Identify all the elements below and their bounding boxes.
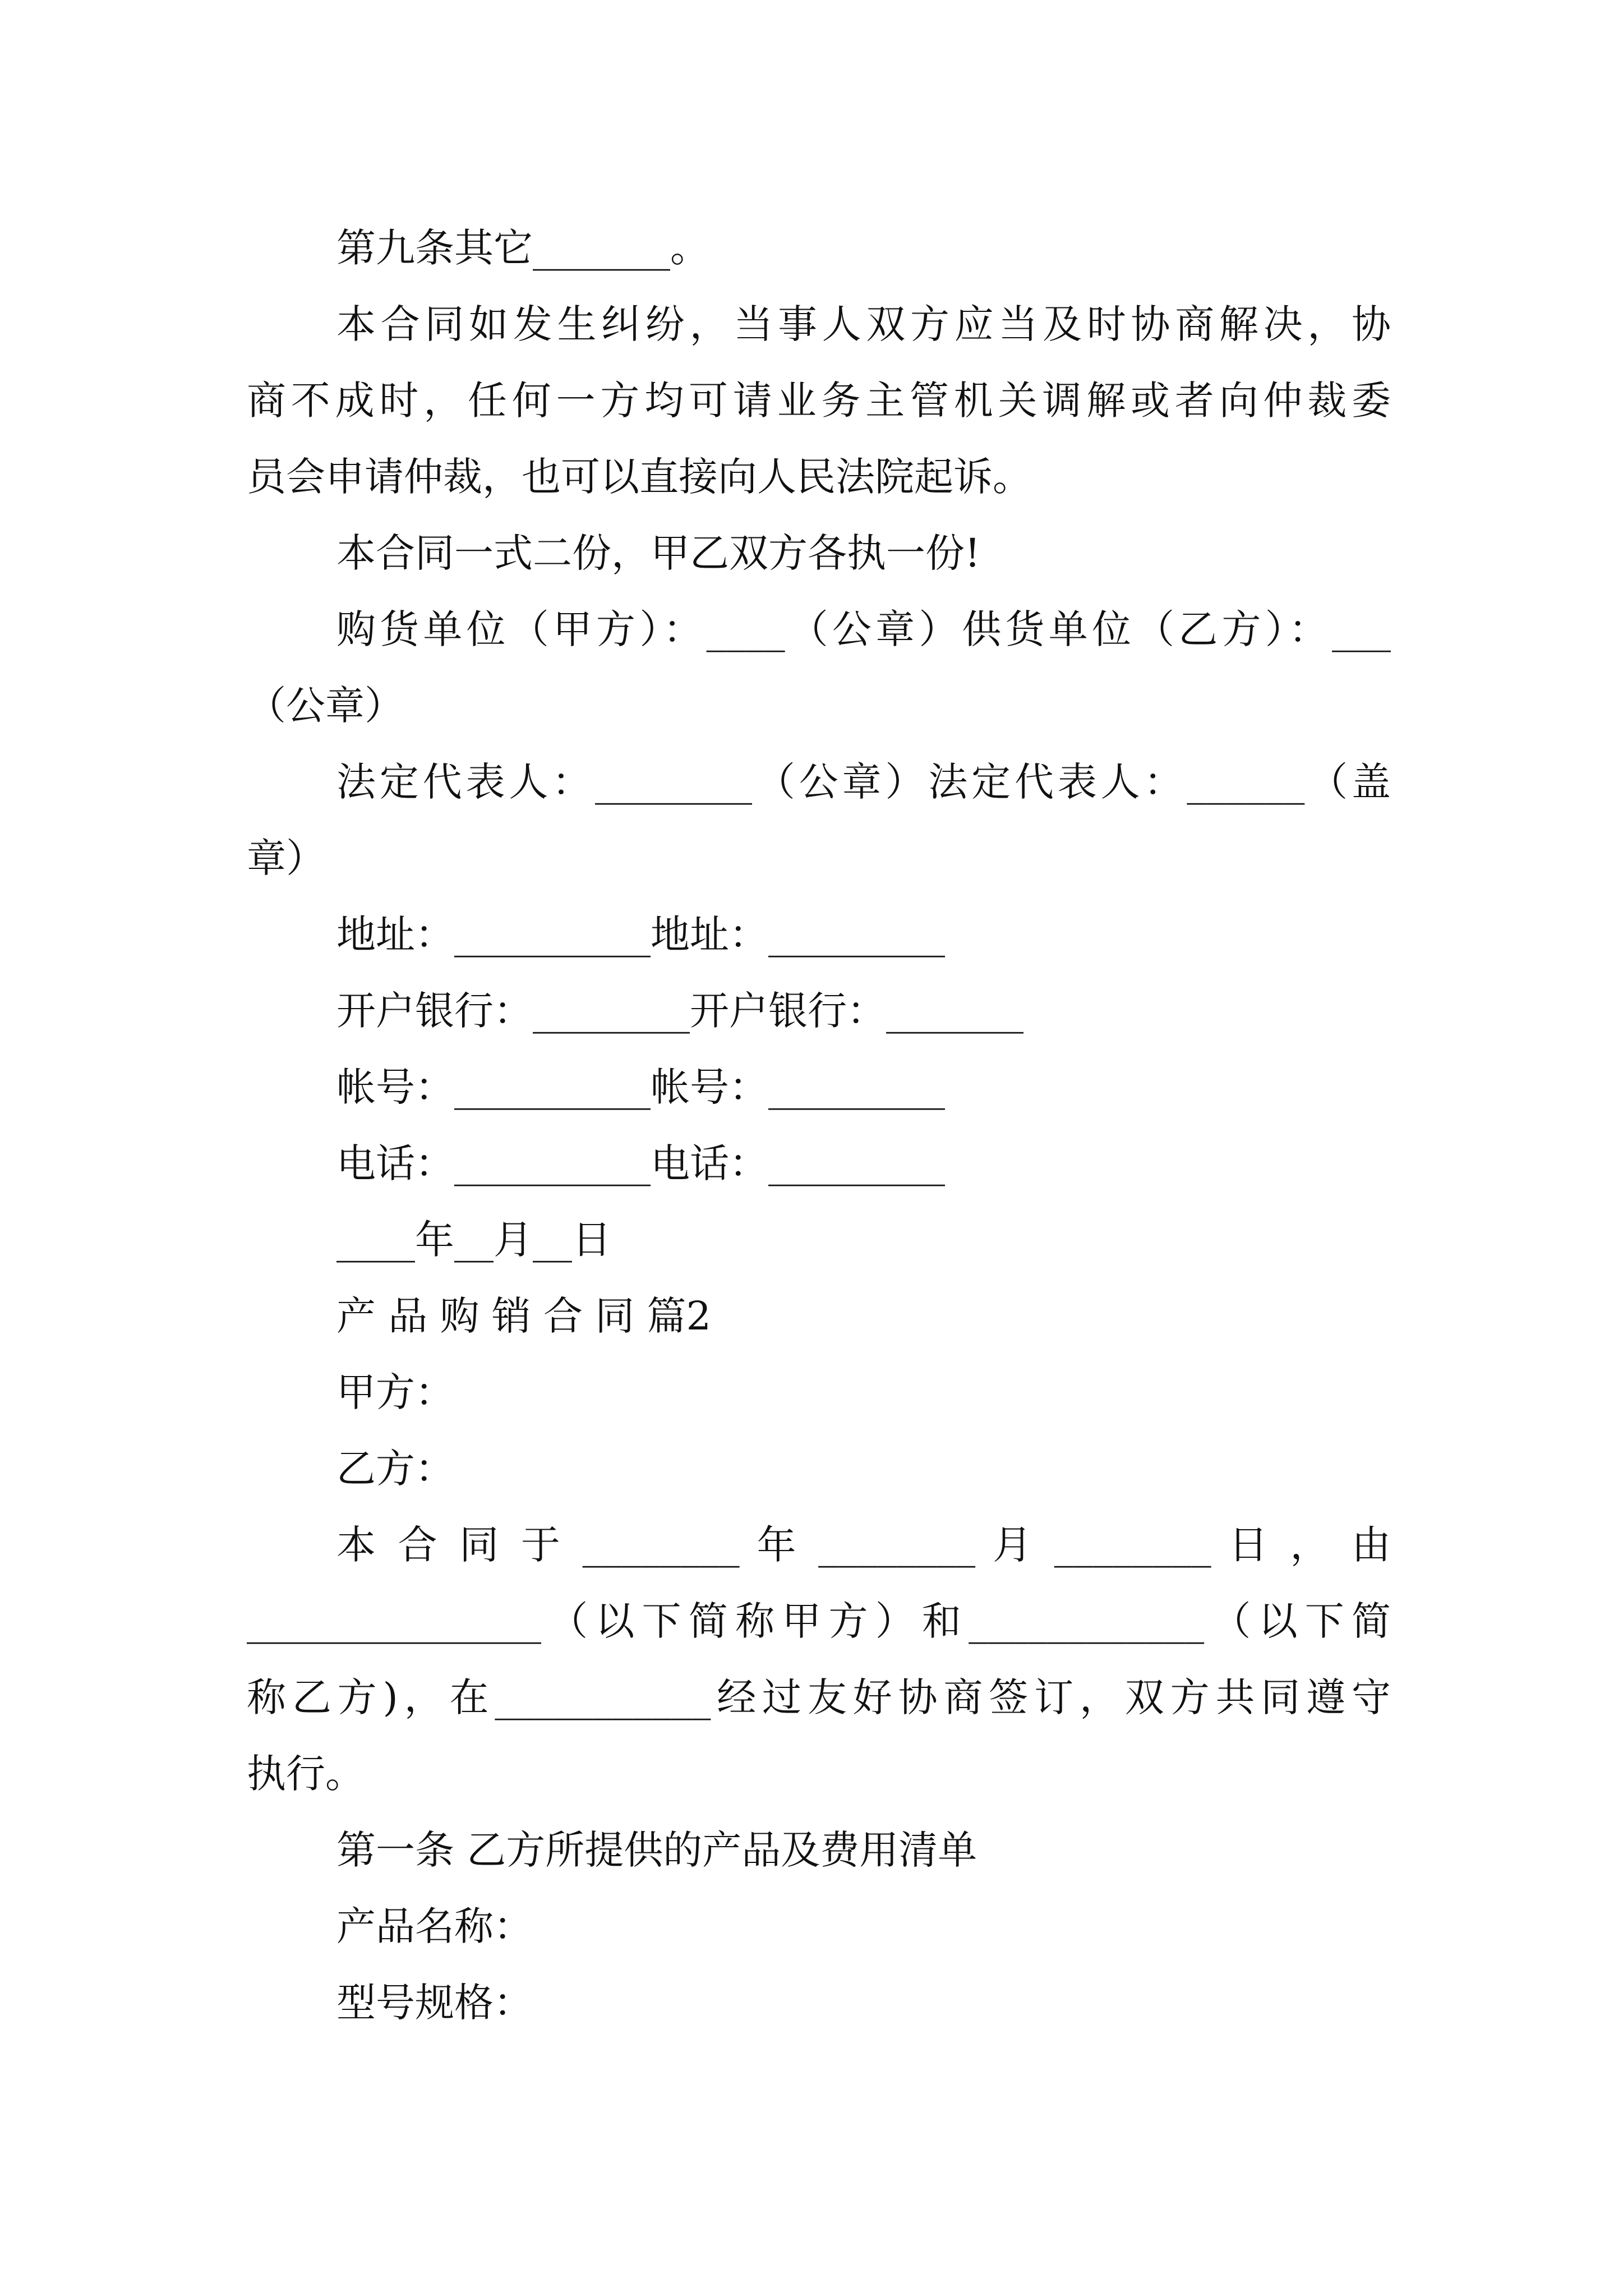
buyer-supplier-units: 购货单位（甲方）：____（公章）供货单位（乙方）：___: [336, 606, 1391, 652]
supplier-seal: （公章）: [247, 683, 404, 729]
contract-signing-line-2: _______________（以下简称甲方）和____________（以下简: [247, 1598, 1391, 1644]
legal-representatives: 法定代表人：________（公章）法定代表人：______（盖: [336, 759, 1391, 805]
clause-nine-other: 第九条其它_______。: [336, 225, 709, 271]
contract-signing-line-4: 执行。: [247, 1751, 365, 1797]
address-row: 地址：__________地址：_________: [336, 912, 945, 958]
bank-row: 开户银行：________开户银行：_______: [336, 988, 1023, 1034]
copies-clause: 本合同一式二份，甲乙双方各执一份!: [336, 530, 981, 576]
account-row: 帐号：__________帐号：_________: [336, 1064, 945, 1110]
contract-two-title: 产 品 购 销 合 同 篇2: [336, 1293, 712, 1339]
party-a: 甲方：: [336, 1369, 454, 1415]
legal-representative-seal: 章）: [247, 835, 325, 881]
model-spec-field: 型号规格：: [336, 1980, 533, 2026]
dispute-paragraph-line-2: 商不成时，任何一方均可请业务主管机关调解或者向仲裁委: [247, 378, 1391, 424]
product-name-field: 产品名称：: [336, 1903, 533, 1949]
contract-signing-line-3: 称乙方)，在___________经过友好协商签订，双方共同遵守: [247, 1674, 1391, 1720]
dispute-paragraph-line-3: 员会申请仲裁，也可以直接向人民法院起诉。: [247, 454, 1032, 500]
party-b: 乙方：: [336, 1446, 454, 1492]
phone-row: 电话：__________电话：_________: [336, 1140, 945, 1186]
date-row: ____年__月__日: [336, 1217, 611, 1263]
contract-signing-line-1: 本 合 同 于 ________ 年 ________ 月 ________ 日 ， 由: [336, 1522, 1391, 1568]
article-one-heading: 第一条 乙方所提供的产品及费用清单: [336, 1827, 978, 1873]
dispute-paragraph-line-1: 本合同如发生纠纷，当事人双方应当及时协商解决，协: [336, 301, 1391, 347]
